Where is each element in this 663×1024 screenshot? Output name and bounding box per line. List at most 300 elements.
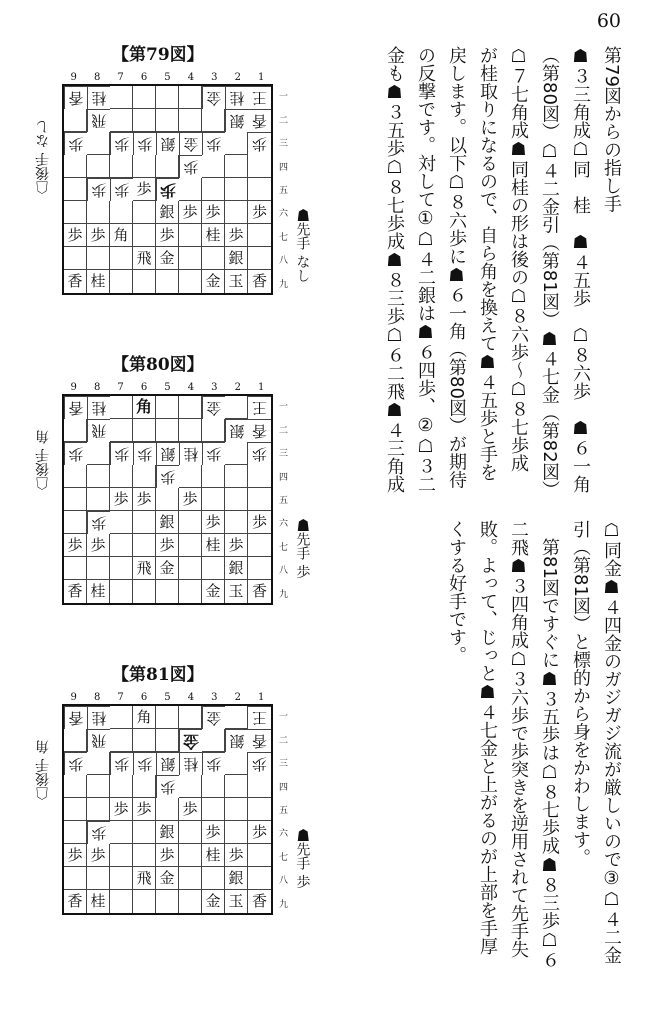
shogi-piece: 歩 bbox=[87, 534, 110, 557]
shogi-piece: 香 bbox=[64, 580, 87, 603]
file-label: 9 bbox=[70, 382, 77, 393]
shogi-piece: 桂 bbox=[87, 706, 110, 729]
shogi-piece: 桂 bbox=[202, 844, 225, 867]
shogi-piece: 歩 bbox=[225, 224, 248, 247]
board-square bbox=[225, 396, 248, 419]
shogi-piece: 歩 bbox=[202, 511, 225, 534]
board-square bbox=[179, 557, 202, 580]
file-label: 1 bbox=[258, 382, 265, 393]
file-label: 1 bbox=[258, 692, 265, 703]
board-square bbox=[133, 511, 156, 534]
board-square bbox=[225, 178, 248, 201]
board-square bbox=[179, 844, 202, 867]
rank-label: 二 bbox=[279, 735, 289, 746]
board-square bbox=[225, 155, 248, 178]
shogi-piece: 銀 bbox=[225, 109, 248, 132]
shogi-piece: 歩 bbox=[248, 752, 271, 775]
rank-label: 九 bbox=[279, 589, 289, 600]
file-label: 8 bbox=[93, 382, 101, 393]
rank-label: 六 bbox=[279, 829, 289, 840]
shogi-piece: 銀 bbox=[225, 419, 248, 442]
shogi-piece: 香 bbox=[251, 582, 267, 600]
board-square bbox=[225, 706, 248, 729]
board-square bbox=[87, 132, 110, 155]
rank-label: 二 bbox=[279, 425, 289, 436]
shogi-piece: 歩 bbox=[87, 224, 110, 247]
board-square bbox=[110, 534, 133, 557]
board-square bbox=[110, 821, 133, 844]
shogi-piece: 金 bbox=[179, 729, 202, 752]
board-square bbox=[179, 396, 202, 419]
board-square bbox=[64, 511, 87, 534]
shogi-piece: 歩 bbox=[248, 821, 271, 844]
shogi-board bbox=[62, 704, 273, 915]
board-square bbox=[179, 867, 202, 890]
board-square bbox=[87, 247, 110, 270]
rank-labels bbox=[279, 704, 288, 915]
board-square bbox=[133, 109, 156, 132]
board-square bbox=[133, 465, 156, 488]
board-square bbox=[202, 775, 225, 798]
shogi-piece: 歩 bbox=[64, 844, 87, 867]
shogi-piece: 桂 bbox=[179, 752, 202, 775]
board-square bbox=[110, 247, 133, 270]
board-square bbox=[248, 488, 271, 511]
gote-hand: ☖後手 なし bbox=[35, 120, 51, 195]
board-square bbox=[179, 821, 202, 844]
board-square bbox=[202, 867, 225, 890]
board-square bbox=[110, 419, 133, 442]
board-square bbox=[179, 465, 202, 488]
shogi-piece: 桂 bbox=[225, 86, 248, 109]
shogi-piece: 歩 bbox=[110, 798, 133, 821]
board-square bbox=[110, 86, 133, 109]
shogi-piece: 銀 bbox=[156, 132, 179, 155]
board-square bbox=[156, 270, 179, 293]
shogi-piece: 歩 bbox=[110, 178, 133, 201]
file-label: 5 bbox=[164, 382, 171, 393]
shogi-piece: 香 bbox=[64, 270, 87, 293]
shogi-piece: 桂 bbox=[87, 580, 110, 603]
board-square bbox=[133, 821, 156, 844]
shogi-piece: 歩 bbox=[202, 752, 225, 775]
diagram-81 bbox=[0, 660, 330, 960]
shogi-piece: 桂 bbox=[87, 890, 110, 913]
shogi-piece: 銀 bbox=[225, 557, 248, 580]
shogi-piece: 銀 bbox=[225, 247, 248, 270]
rank-label: 九 bbox=[279, 279, 289, 290]
board-square bbox=[202, 729, 225, 752]
shogi-piece: 歩 bbox=[110, 752, 133, 775]
shogi-piece: 歩 bbox=[179, 798, 202, 821]
board-square bbox=[179, 224, 202, 247]
rank-label: 三 bbox=[279, 759, 289, 770]
rank-label: 五 bbox=[279, 805, 289, 816]
shogi-piece: 金 bbox=[202, 396, 225, 419]
shogi-piece: 桂 bbox=[87, 270, 110, 293]
board-square bbox=[156, 890, 179, 913]
shogi-piece: 歩 bbox=[133, 132, 156, 155]
board-square bbox=[64, 109, 87, 132]
shogi-piece: 飛 bbox=[87, 419, 110, 442]
file-label: 5 bbox=[164, 692, 171, 703]
board-square bbox=[64, 155, 87, 178]
board-square bbox=[225, 775, 248, 798]
rank-label: 四 bbox=[279, 782, 289, 793]
board-square bbox=[133, 580, 156, 603]
board-square bbox=[179, 247, 202, 270]
file-labels bbox=[62, 382, 273, 393]
board-square bbox=[133, 270, 156, 293]
board-square bbox=[248, 798, 271, 821]
file-label: 7 bbox=[117, 692, 124, 703]
shogi-piece: 歩 bbox=[179, 488, 202, 511]
board-square bbox=[133, 844, 156, 867]
board-square bbox=[64, 465, 87, 488]
shogi-piece: 歩 bbox=[64, 224, 87, 247]
shogi-piece: 歩 bbox=[202, 132, 225, 155]
diagram-79 bbox=[0, 40, 330, 340]
board-square bbox=[156, 155, 179, 178]
board-square bbox=[133, 890, 156, 913]
shogi-board bbox=[62, 394, 273, 605]
board-square bbox=[110, 270, 133, 293]
shogi-piece: 飛 bbox=[133, 557, 156, 580]
shogi-piece: 歩 bbox=[179, 201, 202, 224]
shogi-piece: 銀 bbox=[225, 867, 248, 890]
file-labels bbox=[62, 692, 273, 703]
board-square bbox=[110, 844, 133, 867]
rank-label: 四 bbox=[279, 162, 289, 173]
board-square bbox=[110, 775, 133, 798]
shogi-piece: 金 bbox=[202, 890, 225, 913]
board-square bbox=[225, 752, 248, 775]
board-square bbox=[133, 775, 156, 798]
board-square bbox=[133, 534, 156, 557]
board-square bbox=[202, 488, 225, 511]
shogi-piece: 金 bbox=[179, 132, 202, 155]
board-square bbox=[64, 821, 87, 844]
rank-labels bbox=[279, 84, 288, 295]
file-label: 4 bbox=[187, 382, 195, 393]
shogi-piece: 香 bbox=[251, 892, 267, 910]
board-square bbox=[156, 419, 179, 442]
rank-label: 八 bbox=[279, 566, 289, 577]
board-square bbox=[133, 224, 156, 247]
board-square bbox=[64, 178, 87, 201]
board-square bbox=[87, 752, 110, 775]
shogi-piece: 歩 bbox=[156, 844, 179, 867]
shogi-piece: 歩 bbox=[156, 465, 179, 488]
board-square bbox=[225, 821, 248, 844]
file-label: 7 bbox=[117, 382, 124, 393]
file-label: 4 bbox=[187, 692, 195, 703]
shogi-piece: 歩 bbox=[156, 534, 179, 557]
shogi-piece: 歩 bbox=[110, 488, 133, 511]
shogi-piece: 銀 bbox=[225, 729, 248, 752]
board-square bbox=[248, 155, 271, 178]
shogi-piece: 香 bbox=[248, 419, 271, 442]
file-label: 3 bbox=[211, 692, 218, 703]
rank-label: 二 bbox=[279, 115, 289, 126]
shogi-piece: 歩 bbox=[64, 442, 87, 465]
board-square bbox=[64, 867, 87, 890]
board-square bbox=[87, 465, 110, 488]
board-square bbox=[87, 442, 110, 465]
board-square bbox=[179, 580, 202, 603]
board-square bbox=[156, 488, 179, 511]
shogi-piece: 歩 bbox=[133, 442, 156, 465]
shogi-piece: 桂 bbox=[87, 86, 110, 109]
board-square bbox=[248, 224, 271, 247]
board-square bbox=[156, 706, 179, 729]
board-square bbox=[202, 109, 225, 132]
shogi-piece: 歩 bbox=[248, 442, 271, 465]
shogi-piece: 歩 bbox=[133, 178, 156, 201]
board-square bbox=[179, 109, 202, 132]
shogi-piece: 桂 bbox=[202, 224, 225, 247]
file-label: 6 bbox=[140, 72, 148, 83]
shogi-piece: 歩 bbox=[133, 752, 156, 775]
shogi-piece: 飛 bbox=[133, 867, 156, 890]
shogi-piece: 王 bbox=[248, 706, 271, 729]
board-square bbox=[64, 247, 87, 270]
board-square bbox=[248, 557, 271, 580]
file-label: 2 bbox=[234, 692, 241, 703]
board-square bbox=[87, 557, 110, 580]
shogi-piece: 香 bbox=[64, 890, 87, 913]
board-square bbox=[110, 867, 133, 890]
board-square bbox=[133, 86, 156, 109]
diagram-title: 【第80図】 bbox=[112, 355, 204, 375]
shogi-piece: 歩 bbox=[110, 132, 133, 155]
shogi-piece: 歩 bbox=[110, 442, 133, 465]
board-square bbox=[248, 867, 271, 890]
board-square bbox=[179, 890, 202, 913]
board-square bbox=[110, 557, 133, 580]
shogi-piece: 角 bbox=[133, 706, 156, 729]
file-label: 9 bbox=[70, 692, 77, 703]
shogi-piece: 王 bbox=[248, 86, 271, 109]
rank-label: 七 bbox=[279, 232, 289, 243]
board-square bbox=[133, 155, 156, 178]
file-label: 4 bbox=[187, 72, 195, 83]
board-square bbox=[225, 488, 248, 511]
board-square bbox=[202, 798, 225, 821]
board-square bbox=[64, 488, 87, 511]
board-square bbox=[202, 557, 225, 580]
board-square bbox=[110, 706, 133, 729]
file-label: 6 bbox=[140, 692, 148, 703]
board-square bbox=[110, 201, 133, 224]
board-square bbox=[248, 775, 271, 798]
file-label: 2 bbox=[234, 72, 241, 83]
rank-label: 四 bbox=[279, 472, 289, 483]
board-square bbox=[156, 798, 179, 821]
board-square bbox=[179, 419, 202, 442]
board-square bbox=[64, 798, 87, 821]
board-square bbox=[87, 201, 110, 224]
shogi-piece: 玉 bbox=[225, 580, 248, 603]
board-square bbox=[225, 798, 248, 821]
shogi-piece: 歩 bbox=[64, 534, 87, 557]
board-square bbox=[202, 419, 225, 442]
shogi-board bbox=[62, 84, 273, 295]
shogi-piece: 歩 bbox=[133, 798, 156, 821]
file-label: 3 bbox=[211, 382, 218, 393]
board-square bbox=[110, 729, 133, 752]
gote-hand: ☖後手 角 bbox=[35, 430, 51, 491]
sente-hand: ☗先手 なし bbox=[294, 208, 311, 283]
shogi-piece: 金 bbox=[156, 867, 179, 890]
board-square bbox=[133, 201, 156, 224]
rank-label: 九 bbox=[279, 899, 289, 910]
shogi-piece: 歩 bbox=[248, 511, 271, 534]
board-square bbox=[87, 798, 110, 821]
board-square bbox=[179, 86, 202, 109]
board-square bbox=[110, 155, 133, 178]
rank-label: 六 bbox=[279, 519, 289, 530]
board-square bbox=[248, 465, 271, 488]
shogi-piece: 歩 bbox=[133, 488, 156, 511]
board-square bbox=[202, 465, 225, 488]
diagram-title: 【第81図】 bbox=[112, 665, 204, 685]
rank-label: 一 bbox=[279, 92, 289, 103]
shogi-piece: 歩 bbox=[179, 155, 202, 178]
board-square bbox=[225, 465, 248, 488]
board-square bbox=[225, 511, 248, 534]
rank-label: 七 bbox=[279, 852, 289, 863]
rank-label: 三 bbox=[279, 449, 289, 460]
board-square bbox=[87, 867, 110, 890]
file-label: 5 bbox=[164, 72, 171, 83]
board-square bbox=[179, 178, 202, 201]
file-label: 6 bbox=[140, 382, 148, 393]
shogi-piece: 桂 bbox=[179, 442, 202, 465]
rank-label: 六 bbox=[279, 209, 289, 220]
shogi-piece: 香 bbox=[64, 396, 87, 419]
shogi-piece: 飛 bbox=[133, 247, 156, 270]
rank-label: 五 bbox=[279, 495, 289, 506]
board-square bbox=[225, 442, 248, 465]
shogi-piece: 香 bbox=[248, 109, 271, 132]
board-square bbox=[64, 729, 87, 752]
rank-labels bbox=[279, 394, 288, 605]
shogi-piece: 歩 bbox=[64, 132, 87, 155]
file-label: 9 bbox=[70, 72, 77, 83]
shogi-piece: 歩 bbox=[248, 201, 271, 224]
shogi-piece: 銀 bbox=[156, 442, 179, 465]
board-square bbox=[133, 729, 156, 752]
board-square bbox=[110, 465, 133, 488]
board-square bbox=[156, 396, 179, 419]
rank-label: 一 bbox=[279, 712, 289, 723]
board-square bbox=[156, 729, 179, 752]
rank-label: 八 bbox=[279, 256, 289, 267]
rank-label: 八 bbox=[279, 876, 289, 887]
board-square bbox=[202, 178, 225, 201]
shogi-piece: 桂 bbox=[87, 396, 110, 419]
board-square bbox=[179, 511, 202, 534]
shogi-piece: 角 bbox=[133, 396, 156, 419]
board-square bbox=[110, 109, 133, 132]
shogi-piece: 歩 bbox=[156, 224, 179, 247]
board-square bbox=[248, 247, 271, 270]
shogi-piece: 歩 bbox=[202, 201, 225, 224]
shogi-piece: 歩 bbox=[87, 844, 110, 867]
shogi-piece: 歩 bbox=[225, 534, 248, 557]
diagram-title: 【第79図】 bbox=[112, 45, 204, 65]
board-square bbox=[202, 247, 225, 270]
shogi-piece: 歩 bbox=[156, 775, 179, 798]
shogi-piece: 歩 bbox=[202, 442, 225, 465]
board-square bbox=[110, 890, 133, 913]
sente-hand: ☗先手 歩 bbox=[294, 828, 311, 889]
board-square bbox=[64, 775, 87, 798]
board-square bbox=[248, 534, 271, 557]
shogi-piece: 銀 bbox=[156, 821, 179, 844]
board-square bbox=[110, 396, 133, 419]
board-square bbox=[64, 201, 87, 224]
board-square bbox=[87, 488, 110, 511]
shogi-piece: 銀 bbox=[156, 201, 179, 224]
shogi-piece: 歩 bbox=[225, 844, 248, 867]
rank-label: 一 bbox=[279, 402, 289, 413]
file-label: 3 bbox=[211, 72, 218, 83]
shogi-piece: 金 bbox=[202, 86, 225, 109]
shogi-piece: 王 bbox=[248, 396, 271, 419]
shogi-piece: 金 bbox=[156, 557, 179, 580]
shogi-piece: 角 bbox=[110, 224, 133, 247]
rank-label: 三 bbox=[279, 139, 289, 150]
shogi-piece: 歩 bbox=[156, 178, 179, 201]
shogi-piece: 金 bbox=[202, 580, 225, 603]
shogi-piece: 玉 bbox=[225, 270, 248, 293]
rank-label: 五 bbox=[279, 185, 289, 196]
shogi-piece: 金 bbox=[156, 247, 179, 270]
file-label: 7 bbox=[117, 72, 124, 83]
file-label: 8 bbox=[93, 72, 101, 83]
rank-label: 七 bbox=[279, 542, 289, 553]
shogi-piece: 香 bbox=[64, 706, 87, 729]
file-labels bbox=[62, 72, 273, 83]
board-square bbox=[225, 132, 248, 155]
board-square bbox=[179, 534, 202, 557]
gote-hand: ☖後手 角 bbox=[35, 740, 51, 801]
board-square bbox=[179, 706, 202, 729]
shogi-piece: 銀 bbox=[156, 511, 179, 534]
board-square bbox=[156, 109, 179, 132]
file-label: 8 bbox=[93, 692, 101, 703]
file-label: 1 bbox=[258, 72, 265, 83]
board-square bbox=[110, 580, 133, 603]
shogi-piece: 歩 bbox=[248, 132, 271, 155]
board-square bbox=[64, 557, 87, 580]
board-square bbox=[248, 844, 271, 867]
shogi-piece: 歩 bbox=[87, 511, 110, 534]
shogi-piece: 飛 bbox=[87, 729, 110, 752]
board-square bbox=[202, 155, 225, 178]
board-square bbox=[179, 775, 202, 798]
shogi-piece: 歩 bbox=[87, 821, 110, 844]
board-square bbox=[179, 270, 202, 293]
shogi-piece: 歩 bbox=[64, 752, 87, 775]
board-square bbox=[248, 178, 271, 201]
shogi-piece: 玉 bbox=[225, 890, 248, 913]
sente-hand: ☗先手 歩 bbox=[294, 518, 311, 579]
page-number: 60 bbox=[596, 10, 621, 32]
diagram-80 bbox=[0, 350, 330, 650]
